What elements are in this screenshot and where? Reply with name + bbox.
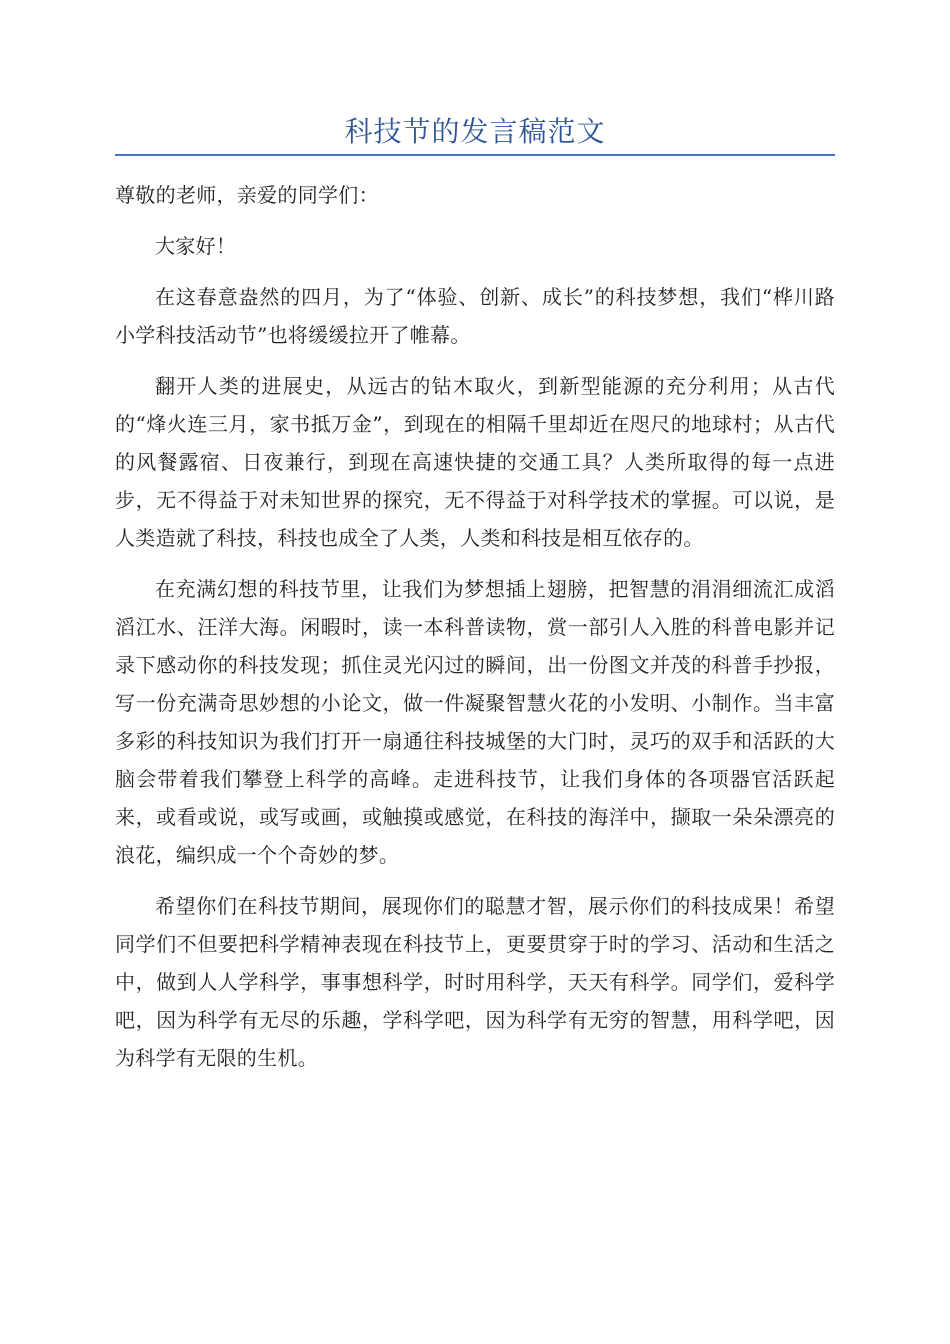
salutation: 尊敬的老师，亲爱的同学们：: [115, 183, 379, 207]
document-body: [115, 176, 835, 1090]
paragraph-festival: 在充满幻想的科技节里，让我们为梦想插上翅膀，把智慧的涓涓细流汇成滔滔江水、汪洋大海。闲暇时，读一本科普读物，赏一部引人入胜的科普电影并记录下感动你的科技发现；抓住灵光闪过的瞬间，出一份图文并茂的科普手抄报，写一份充满奇思妙想的小论文，做一件凝聚智慧火花的小发明、小制作。当丰富多彩的科技知识为我们打开一扇通往科技城堡的大门时，灵巧的双手和活跃的大脑会带着我们攀登上科学的高峰。走进科技节，让我们身体的各项器官活跃起来，或看或说，或写或画，或触摸或感觉，在科技的海洋中，撷取一朵朵漂亮的浪花，编织成一个个奇妙的梦。: [115, 577, 835, 867]
title-underline: [115, 154, 835, 156]
paragraph-greeting: 大家好！: [155, 234, 237, 258]
paragraph-opening: 在这春意盎然的四月，为了“体验、创新、成长”的科技梦想，我们“桦川路小学科技活动节”也将缓缓拉开了帷幕。: [115, 285, 835, 347]
paragraph-history: 翻开人类的进展史，从远古的钻木取火，到新型能源的充分利用；从古代的“烽火连三月，家书抵万金”，到现在的相隔千里却近在咫尺的地球村；从古代的风餐露宿、日夜兼行，到现在高速快捷的交通工具？人类所取得的每一点进步，无不得益于对未知世界的探究，无不得益于对科学技术的掌握。可以说，是人类造就了科技，科技也成全了人类，人类和科技是相互依存的。: [115, 374, 835, 550]
document-title: 科技节的发言稿范文: [344, 115, 606, 148]
paragraph-hope: 希望你们在科技节期间，展现你们的聪慧才智，展示你们的科技成果！希望同学们不但要把科学精神表现在科技节上，更要贯穿于时的学习、活动和生活之中，做到人人学科学，事事想科学，时时用科学，天天有科学。同学们，爱科学吧，因为科学有无尽的乐趣，学科学吧，因为科学有无穷的智慧，用科学吧，因为科学有无限的生机。: [115, 894, 835, 1070]
